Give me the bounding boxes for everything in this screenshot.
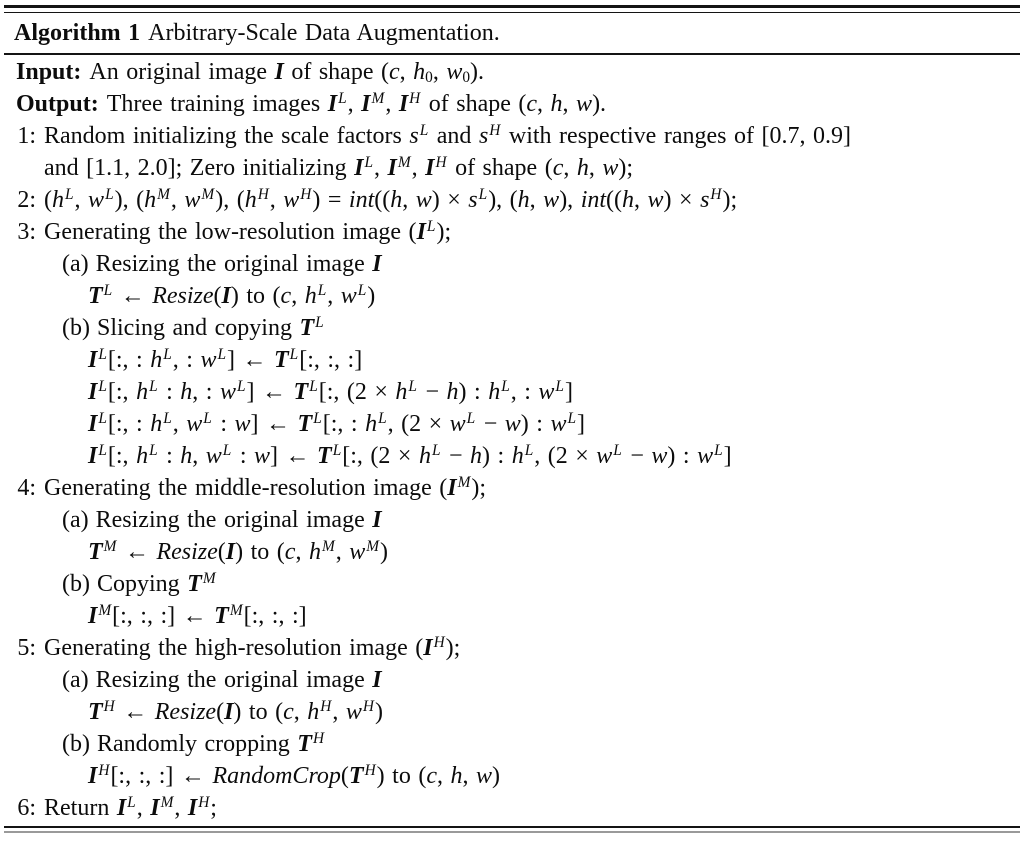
line-text: $T^L$ ← Resize(I) to (c, $h^L$, $w^L$) bbox=[88, 282, 376, 309]
line-text: Generating the middle-resolution image $(I^M)$; bbox=[44, 474, 487, 501]
algorithm-line bbox=[4, 120, 1020, 152]
algorithm-line bbox=[4, 792, 1020, 824]
line-marker: 5: bbox=[17, 635, 36, 661]
algorithm-line bbox=[4, 664, 1020, 696]
algorithm-line bbox=[4, 344, 1020, 376]
algorithm-line bbox=[4, 56, 1020, 88]
line-text: Resizing the original image I bbox=[95, 667, 382, 693]
line-text: $I^L$[:, $h^L$ : h, : $w^L$] ← $T^L$[:, $(2 \times h^L - h)$ : $h^L$, : $w^L$] bbox=[88, 378, 573, 405]
line-marker: (a) bbox=[62, 667, 89, 693]
line-text: Randomly cropping $T^H$ bbox=[96, 730, 325, 757]
line-marker: (b) bbox=[62, 731, 90, 757]
line-marker: 2: bbox=[17, 187, 36, 213]
algorithm-line bbox=[4, 248, 1020, 280]
algorithm-line bbox=[4, 184, 1020, 216]
line-text: Three training images $I^L$, $I^M$, $I^H$ of shape (c, h, w). bbox=[106, 90, 607, 117]
line-text: Copying $T^M$ bbox=[96, 570, 216, 597]
line-marker: 4: bbox=[17, 475, 36, 501]
bottom-rule bbox=[4, 826, 1020, 828]
algorithm-title-text: Arbitrary-Scale Data Augmentation. bbox=[148, 20, 500, 46]
line-text: $I^L$[:, $h^L$ : h, $w^L$ : w] ← $T^L$[:, $(2 \times h^L - h)$ : $h^L$, $(2 \times w^L - w)$ : $w^L$] bbox=[88, 442, 732, 469]
line-marker: 1: bbox=[17, 123, 36, 149]
line-marker: 3: bbox=[17, 219, 36, 245]
line-text: Resizing the original image I bbox=[95, 507, 382, 533]
algorithm-line bbox=[4, 88, 1020, 120]
line-text: An original image I of shape (c, $h_0$, $w_0$). bbox=[89, 59, 485, 87]
line-text: $I^L$[:, : $h^L$, : $w^L$] ← $T^L$[:, :, :] bbox=[88, 346, 363, 373]
algorithm-line bbox=[4, 280, 1020, 312]
algorithm-line bbox=[4, 600, 1020, 632]
algorithm-line bbox=[4, 696, 1020, 728]
algorithm-line bbox=[4, 760, 1020, 792]
algorithm-body bbox=[4, 55, 1020, 824]
line-marker: (a) bbox=[62, 251, 89, 277]
line-text: Random initializing the scale factors $s^L$ and $s^H$ with respective ranges of [0.7, 0.9] bbox=[44, 122, 851, 149]
algorithm-title bbox=[4, 13, 1020, 51]
line-text: $I^L$[:, : $h^L$, $w^L$ : w] ← $T^L$[:, : $h^L$, $(2 \times w^L - w)$ : $w^L$] bbox=[88, 410, 585, 437]
line-marker: (b) bbox=[62, 315, 90, 341]
line-marker: (a) bbox=[62, 507, 89, 533]
line-text: Generating the high-resolution image $(I^H)$; bbox=[44, 634, 461, 661]
algorithm-line bbox=[4, 632, 1020, 664]
line-text: $I^M$[:, :, :] ← $T^M$[:, :, :] bbox=[88, 602, 307, 629]
algorithm-box bbox=[4, 5, 1020, 833]
line-marker: (b) bbox=[62, 571, 90, 597]
algorithm-line bbox=[4, 152, 1020, 184]
line-text: $T^M$ ← Resize(I) to (c, $h^M$, $w^M$) bbox=[88, 538, 389, 565]
line-marker: 6: bbox=[17, 795, 36, 821]
line-marker: Input: bbox=[16, 59, 82, 85]
line-text: $I^H$[:, :, :] ← $RandomCrop(T^H)$ to (c, h, w) bbox=[88, 762, 500, 789]
algorithm-line bbox=[4, 440, 1020, 472]
algorithm-line bbox=[4, 536, 1020, 568]
line-text: Resizing the original image I bbox=[95, 251, 382, 277]
line-text: ($h^L$, $w^L$), ($h^M$, $w^M$), ($h^H$, $w^H) = int((h$, $w) \times s^L$), (h, w), int((h, $w) \times s^H$); bbox=[44, 186, 738, 213]
line-text: Generating the low-resolution image $(I^L)$; bbox=[44, 218, 452, 245]
line-text: and [1.1, 2.0]; Zero initializing $I^L$, $I^M$, $I^H$ of shape (c, h, w); bbox=[44, 154, 634, 181]
line-marker: Output: bbox=[16, 91, 99, 117]
algorithm-line bbox=[4, 312, 1020, 344]
algorithm-line bbox=[4, 728, 1020, 760]
line-text: Slicing and copying $T^L$ bbox=[96, 314, 324, 341]
algorithm-line bbox=[4, 408, 1020, 440]
algorithm-line bbox=[4, 568, 1020, 600]
line-text: $T^H$ ← Resize(I) to (c, $h^H$, $w^H$) bbox=[88, 698, 383, 725]
bottom-rule-shadow bbox=[4, 831, 1020, 833]
algorithm-title-label: Algorithm 1 bbox=[14, 20, 141, 46]
algorithm-line bbox=[4, 472, 1020, 504]
algorithm-line bbox=[4, 216, 1020, 248]
algorithm-line bbox=[4, 504, 1020, 536]
top-rule-thick bbox=[4, 5, 1020, 8]
line-text: Return $I^L$, $I^M$, $I^H$; bbox=[44, 794, 217, 821]
algorithm-line bbox=[4, 376, 1020, 408]
